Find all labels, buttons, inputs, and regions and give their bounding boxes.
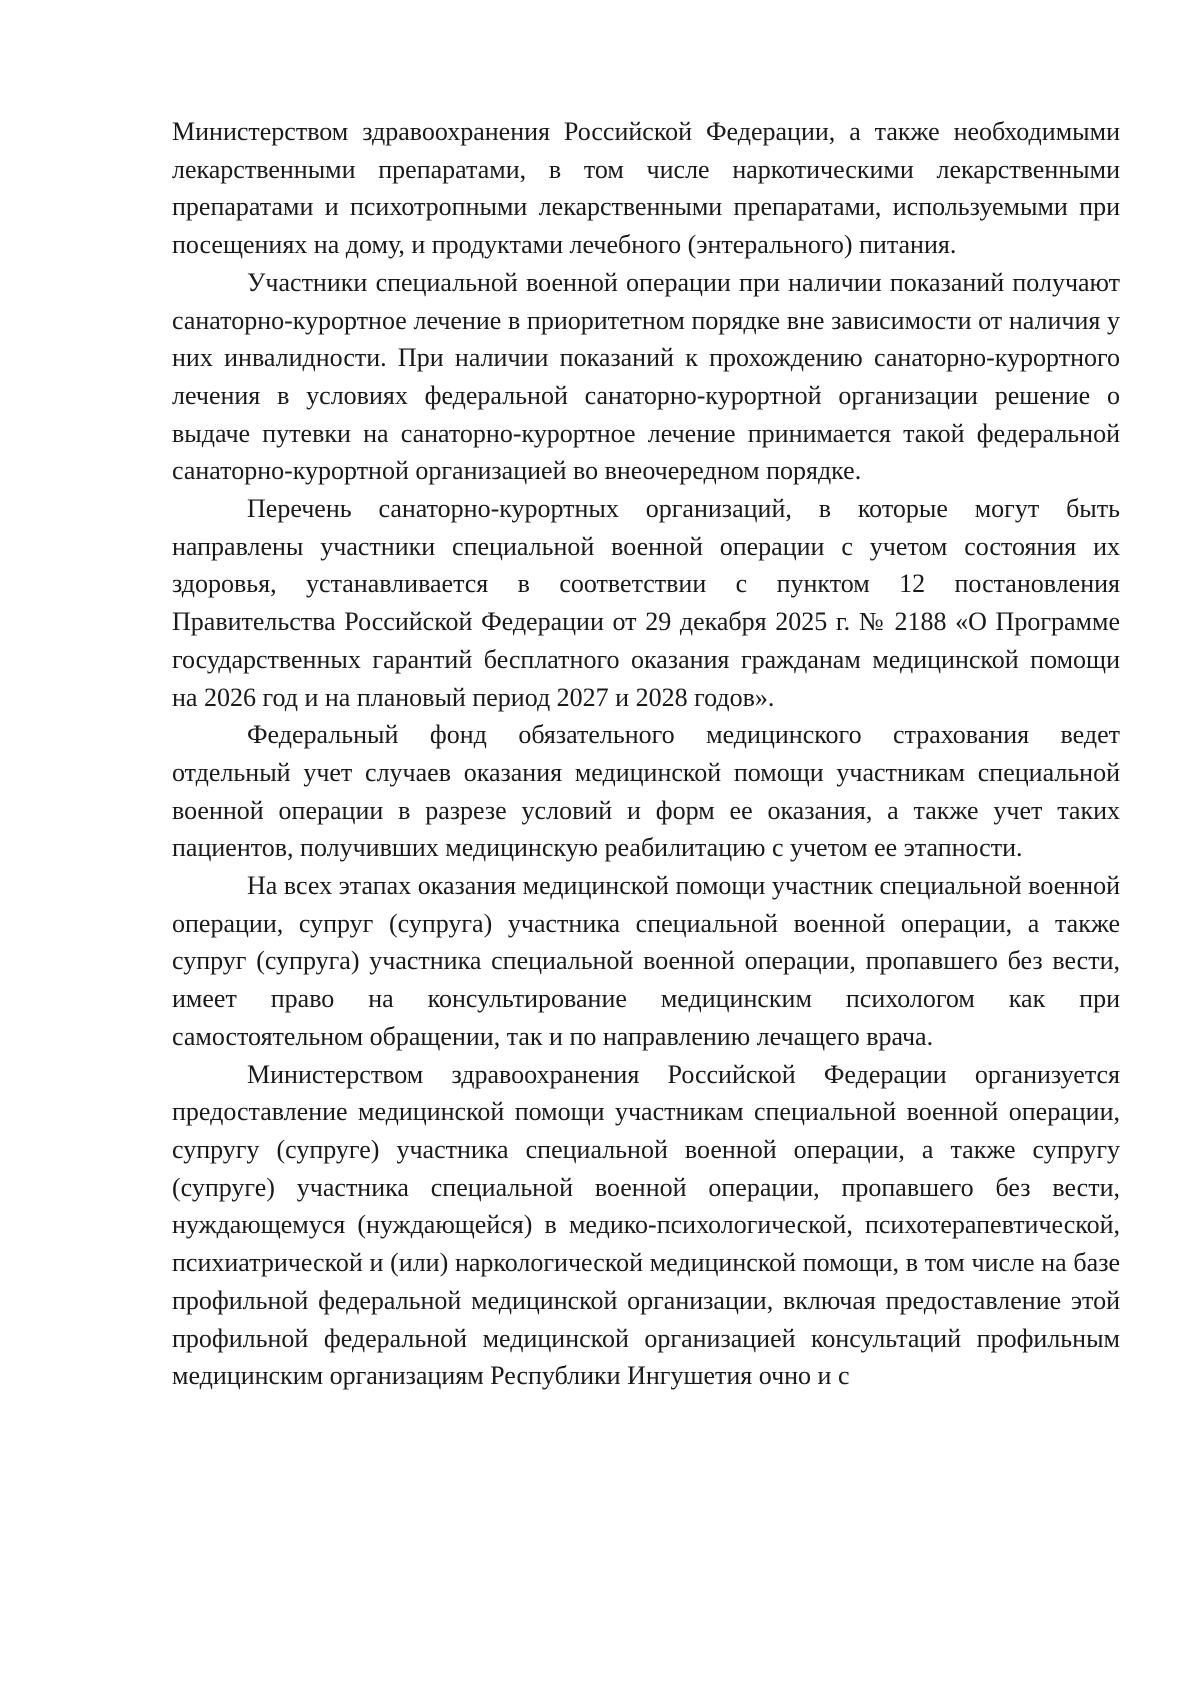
document-page (172, 113, 1120, 1395)
paragraph-insurance-fund: Федеральный фонд обязательного медицинского страхования ведет отдельный учет случаев оказания медицинской помощи участникам специальной военной операции в разрезе условий и форм ее оказания, а также учет таких пациентов, получивших медицинскую реабилитацию с учетом ее этапности. (172, 720, 1120, 863)
paragraph-psychologist-consultation: На всех этапах оказания медицинской помощи участник специальной военной операции, супруг (супруга) участника специальной военной операции, а также супруг (супруга) участника специальной военной операции, пропавшего без вести, имеет право на консультирование медицинским психологом как при самостоятельном обращении, так и по направлению лечащего врача. (172, 871, 1120, 1051)
paragraph-ministry-organization: Министерством здравоохранения Российской Федерации организуется предоставление медицинской помощи участникам специальной военной операции, супругу (супруге) участника специальной военной операции, а также супругу (супруге) участника специальной военной операции, пропавшего без вести, нуждающемуся (нуждающейся) в медико-психологической, психотерапевтической, психиатрической и (или) наркологической медицинской помощи, в том числе на базе профильной федеральной медицинской организации, включая предоставление этой профильной федеральной медицинской организацией консультаций профильным медицинским организациям Республики Ингушетия очно и с (172, 1059, 1120, 1391)
paragraph-sanatorium-treatment: Участники специальной военной операции при наличии показаний получают санаторно-курортное лечение в приоритетном порядке вне зависимости от наличия у них инвалидности. При наличии показаний к прохождению санаторно-курортного лечения в условиях федеральной санаторно-курортной организации решение о выдаче путевки на санаторно-курортное лечение принимается такой федеральной санаторно-курортной организацией во внеочередном порядке. (172, 267, 1120, 486)
paragraph-continuation: Министерством здравоохранения Российской Федерации, а также необходимыми лекарственными препаратами, в том числе наркотическими лекарственными препаратами и психотропными лекарственными препаратами, используемыми при посещениях на дому, и продуктами лечебного (энтерального) питания. (172, 117, 1120, 260)
paragraph-sanatorium-list: Перечень санаторно-курортных организаций, в которые могут быть направлены участники специальной военной операции с учетом состояния их здоровья, устанавливается в соответствии с пунктом 12 постановления Правительства Российской Федерации от 29 декабря 2025 г. № 2188 «О Программе государственных гарантий бесплатного оказания гражданам медицинской помощи на 2026 год и на плановый период 2027 и 2028 годов». (172, 494, 1120, 712)
